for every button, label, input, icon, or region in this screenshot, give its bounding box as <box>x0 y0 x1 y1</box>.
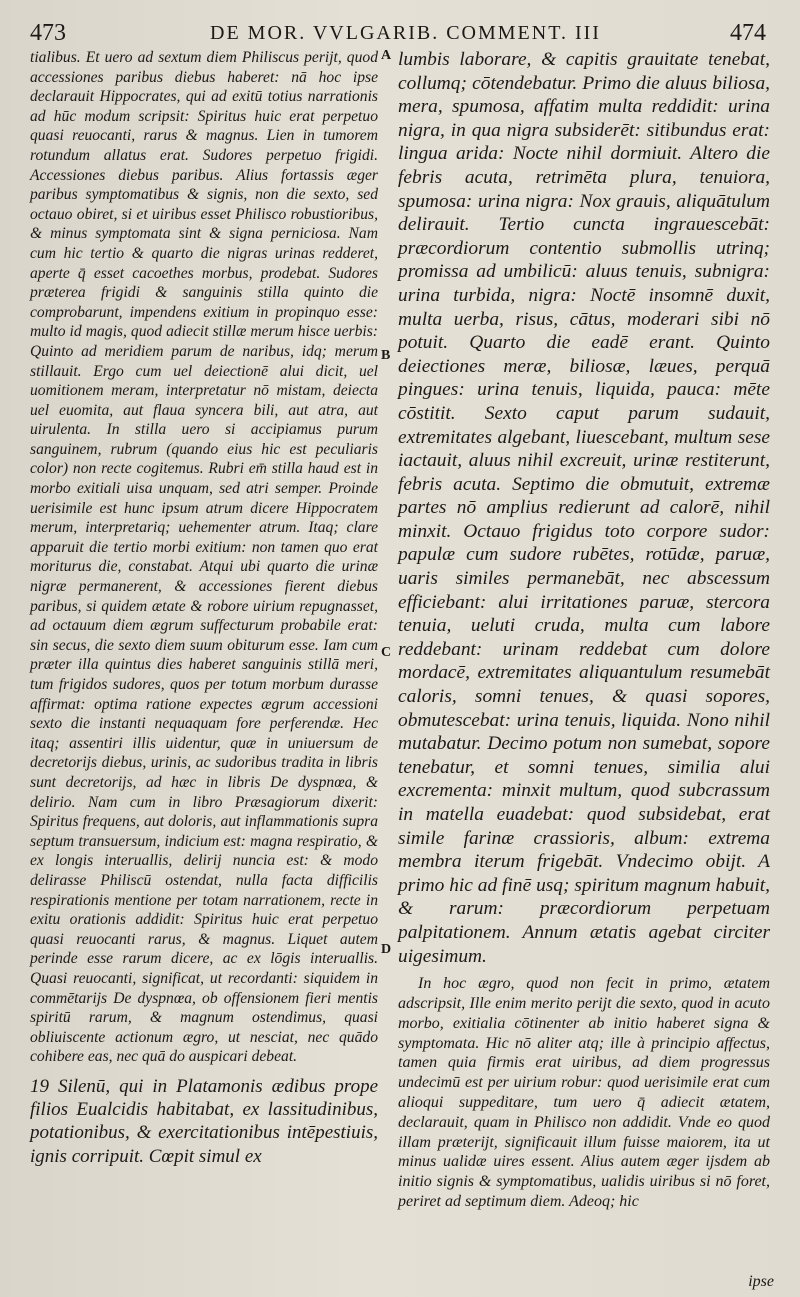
running-title: DE MOR. VVLGARIB. COMMENT. III <box>210 22 601 44</box>
commentary-text: In hoc ægro, quod non fecit in primo, ætatem adscripsit, Ille enim merito perijt die sexto, quod in acuto morbo, exitialia cōtinenter ab initio haberet signa & symptomata. Hic nō aliter atq; ille à principio affectus, tamen quia firmis erat uiribus, ad diem progressus undecimū est per uirium robur: quod uerisimile erat cum alioqui suppeditare, tum uero q̄ adiecit ætatem, declarauit, quam in Philisco non addidit. Vnde eo quod illam præterijt, significauit illum fuisse maiorem, ita ut minus ualidæ uires essent. Alius autem æger ijsdem ab initio signis & symptomatibus, ualidis uiribus si nō foret, periret ad septimum diem. Adeoq; hic <box>398 975 770 1210</box>
margin-letter-b: B <box>381 348 391 363</box>
catchword: ipse <box>748 1273 774 1290</box>
left-column-text: tialibus. Et uero ad sextum diem Philiscus perijt, quod accessiones paribus diebus haberet: nā hoc ipse declarauit Hippocrates, qui ad exitū totius narrationis ad hūc modum scripsit: Spiritus huic erat perpetuo quasi reuocanti, rarus & magnus. Lien in tumorem rotundum allatus erat. Sudores perpetuo frigidi. Accessiones diebus paribus. Alius fortassis æger paribus symptomatibus & signis, non die sexto, sed octauo obiret, si et uiribus esset Philisco robustioribus, & minus symptomata sint & signa perniciosa. Nam cum hic tertio & quarto die nigras urinas redderet, aperte q̄ esset cacoethes morbus, prodebat. Sudores præterea frigidi & sanguinis stilla quinto die comprobarunt, impendens exitium in propinquo esse: multo id magis, quod adiecit stillæ merum hisce uerbis: Quinto ad meridiem parum de naribus, idq; merum stillauit. Ergo cum uel deiectionē alui dicit, uel uomitionem meram, interpretatur nō mistam, deiecta uel euomita, aut flaua syncera bili, aut atra, aut uirulenta. In stilla uero si accipiamus purum sanguinem, rubrum (quando eius hic est peculiaris color) non recte cogitemus. Rubri em̄ stilla haud est in morbo exitiali uisa unquam, sed atri semper. Proinde uerisimile est hunc ipsum atrum dicere Hippocratem merum, interpretariq; uehementer atrum. Itaq; clare apparuit die tertio morbi exitium: non tamen quo erat moriturus die, constabat. Atqui ubi quarto die urinæ nigræ permanerent, & accessiones fierent diebus paribus, si quidem ætate & robore uirium repugnasset, ad octauum diem ægrum suffecturum probabile erat: sin secus, die sexto diem suum obiturum esse. Iam cum præter illa quintus dies haberet sanguinis stillā meri, tum frigidos sudores, quos per totum morbum durasse affirmat: optima ratione expectes ægrum accessioni sexto die instanti nequaquam fore perferendæ. Hec itaq; assentiri illis uidentur, quæ in uniuersum de decretorijs diebus, urinis, ac sudoribus tradita in libris sunt decretorijs, ad hæc in libris De dyspnœa, & delirio. Nam cum in libro Præsagiorum dixerit: Spiritus frequens, aut doloris, aut inflammationis supra septum transuersum, indicium est: magna respiratio, & ex longis interuallis, delirij nuncia est: & modo delirasse Philiscū ostendat, nulla facta difficilis respirationis mentione per totam narrationem, recte in exitu orationis addidit: Spiritus huic erat perpetuo quasi reuocanti rarus, & magnus. Liquet autem perinde esse rarum dicere, ac ex lōgis interuallis. Quasi reuocanti, significat, ut recordanti: siquidem in commētarijs De dyspnœa, ob offensionem fieri mentis spiritū rarum, & magnum ostendimus, quasi obliuiscente actionum ægro, ut nesciat, nec quādo cohibere eas, nec quā do auspicari debeat. <box>30 49 378 1066</box>
margin-letter-a: A <box>381 48 392 63</box>
case-19-opening: 19 Silenū, qui in Platamonis ædibus prope filios Eualcidis habitabat, ex lassitudinibus, potationibus, & exercitationibus intēpestiuis, ignis corripuit. Cœpit simul ex <box>30 1075 378 1167</box>
margin-letter-c: C <box>381 645 392 660</box>
page-number-left: 473 <box>30 20 66 46</box>
right-column <box>398 48 770 1212</box>
page-number-right: 474 <box>730 20 766 46</box>
margin-letter-d: D <box>381 942 392 957</box>
page-header <box>0 20 800 50</box>
left-column <box>30 48 378 1168</box>
right-column-text: lumbis laborare, & capitis grauitate tenebat, collumq; cōtendebatur. Primo die aluus biliosa, mera, spumosa, affatim multa reddidit: urina nigra, in qua nigra subsiderēt: sitibundus erat: lingua arida: Nocte nihil dormiuit. Altero die febris acuta, retrimēta plura, tenuiora, spumosa: urina nigra: Nox grauis, aliquātulum delirauit. Tertio cuncta ingrauescebāt: præcordiorum contentio submollis utrinq; promissa ad umbilicū: aluus tenuis, subnigra: urina turbida, nigra: Noctē insomnē duxit, multa uerba, risus, cātus, moderari sibi nō potuit. Quarto die eadē erant. Quinto deiectiones meræ, biliosæ, læues, perquā pingues: urina tenuis, liquida, pauca: mēte cōstitit. Sexto caput parum sudauit, extremitates algebant, liuescebant, multum sese iactauit, aluus nihil excreuit, urinæ restiterunt, febris acuta. Septimo die obmutuit, extremæ partes nō amplius redierunt ad calorē, nihil minxit. Octauo frigidus toto corpore sudor: papulæ cum sudore rubētes, rotūdæ, paruæ, uaris similes permanebāt, nec abscessum efficiebant: alui irritationes paruæ, stercora tenuia, ueluti cruda, multa cum labore reddebant: urinam reddebat cum dolore mordacē, extremitates aliquantulum resumebāt caloris, somni tenues, & quasi sopores, obmutescebat: urina tenuis, liquida. Nono nihil mutabatur. Decimo potum non sumebat, sopore tenebatur, et somni tenues, similia alui excrementa: minxit multum, quod subcrassum in matella euadebat: quod subsidebat, erat simile farinæ crassioris, album: extrema membra iterum frigebāt. Vndecimo obijt. A primo hic ad finē usq; spiritum magnum habuit, & rarum: præcordiorum perpetuam palpitationem. Annum ætatis agebat circiter uigesimum. <box>398 49 770 967</box>
